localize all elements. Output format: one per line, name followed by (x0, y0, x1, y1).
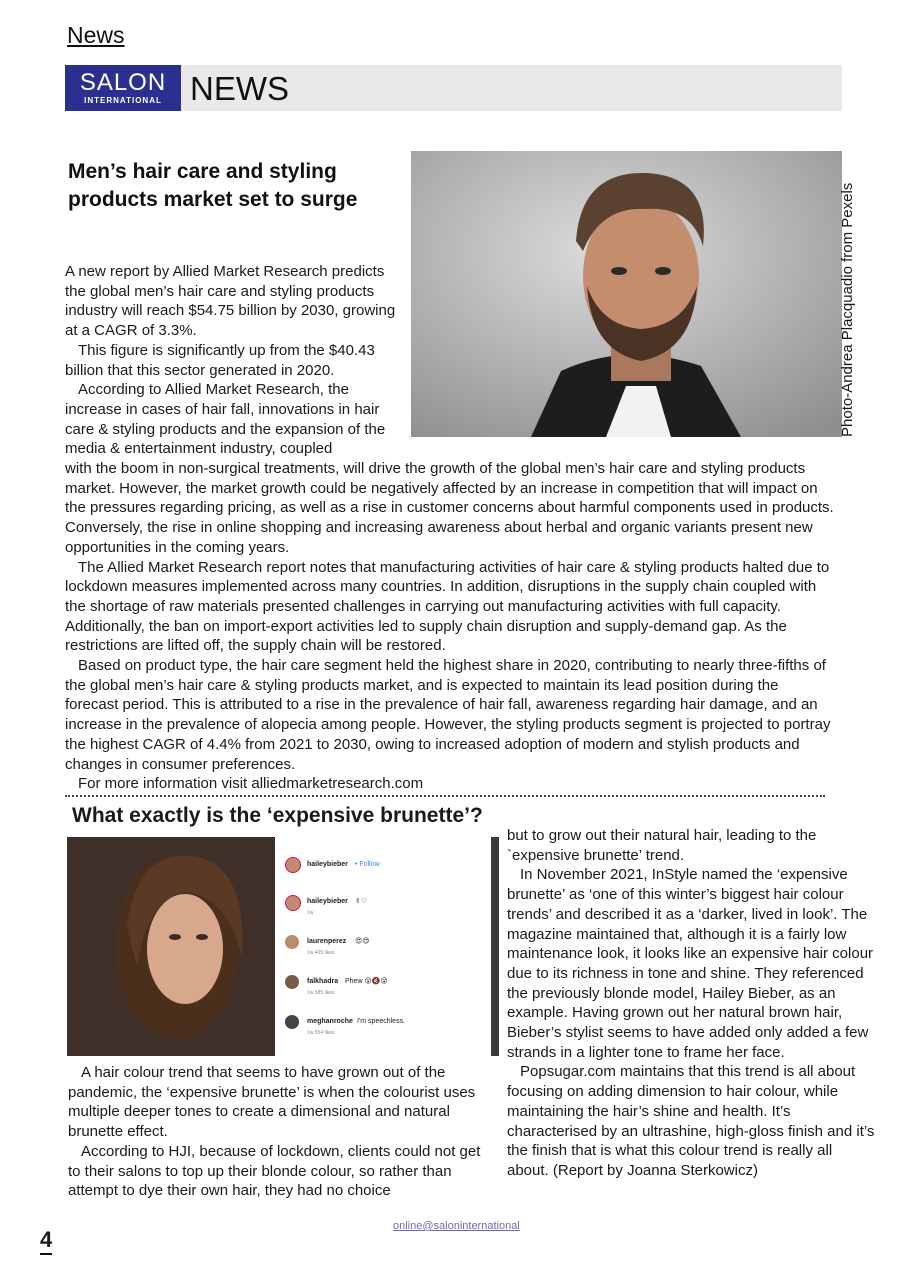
article1-paragraph: A new report by Allied Market Research predicts the global men’s hair care and styling products industry will reach $54.75 billion by 2030, growing at a CAGR of 3.3%. (65, 263, 396, 340)
article2-paragraph: A hair colour trend that seems to have grown out of the pandemic, the ‘expensive brunette’ is when the colourist uses multiple deeper tones to create a dimensional and natural brunette effect. (68, 1064, 476, 1141)
photo-credit: Photo-Andrea Placquadio from Pexels (839, 182, 856, 437)
comment-row (285, 857, 485, 895)
article1-title: Men’s hair care and styling products market set to surge (68, 160, 358, 211)
article2-paragraph: According to HJI, because of lockdown, clients could not get to their salons to top up their blonde colour, so rather than attempt to dye their own hair, they had no choice (68, 1142, 481, 1200)
comment-user: laurenperez (307, 938, 347, 945)
comment-meta: 1w (307, 910, 314, 916)
hailey-instagram-photo (67, 837, 499, 1056)
logo-subtitle: INTERNATIONAL (84, 96, 162, 105)
article2-paragraph: In November 2021, InStyle named the ‘expensive brunette’ as ‘one of this winter’s biggest hair colour trends’ and described it as a ‘darker, lived in look’. The magazine maintained that, although it is a fairly low maintenance look, it looks like an expensive hair colour due to its richness in tone and shine. They referenced the previously blonde model, Hailey Bieber, as an example. Having grown out her natural brown hair, Bieber’s stylist seems to have added only added a few strands in a lighter tone to frame her face. (507, 866, 874, 1061)
article1-paragraph: This figure is significantly up from the $40.43 billion that this sector generated in 2020. (65, 341, 375, 379)
comment-meta: 1w 585 likes (307, 990, 335, 996)
comment-user: haileybieber (307, 861, 348, 868)
article1-paragraph: According to Allied Market Research, the increase in cases of hair fall, innovations in hair care & styling products and the expansion of the media & entertainment industry, coupled (65, 381, 386, 458)
comment-text: I'm speechless. (357, 1018, 406, 1025)
avatar (285, 935, 299, 949)
article1-paragraph: with the boom in non-surgical treatments, will drive the growth of the global men’s hair care and styling products market. However, the market growth could be negatively affected by an increase in competition that will impact on the pressures regarding pricing, as well as a rise in customer concerns about harmful components used in products. Conversely, the rise in online shopping and increasing awareness about herbal and organic variants present new opportunities in the coming years. (65, 460, 834, 556)
page-number: 4 (40, 1227, 52, 1255)
comment-row (285, 935, 485, 975)
article1-more-info: For more information visit alliedmarketresearch.com (78, 775, 424, 793)
salon-international-logo (65, 65, 181, 111)
comment-user: haileybieber (307, 898, 348, 905)
comment-meta: 1w 405 likes (307, 950, 335, 956)
avatar (285, 895, 301, 911)
instagram-comments (285, 857, 485, 1045)
news-banner (65, 65, 842, 111)
comment-row (285, 1015, 485, 1045)
article2-right-column (507, 826, 877, 1181)
logo-wordmark: SALON (79, 69, 167, 96)
follow-link: • Follow (355, 861, 380, 868)
avatar (285, 1015, 299, 1029)
comment-row (285, 895, 485, 935)
article2-left-column (68, 1063, 488, 1201)
article2-paragraph: but to grow out their natural hair, leading to the `expensive brunette’ trend. (507, 827, 817, 864)
section-label: News (67, 22, 125, 48)
section-divider (65, 795, 825, 797)
article2-paragraph: Popsugar.com maintains that this trend is all about focusing on adding dimension to hair colour, while maintaining the hair’s shine and health. It’s characterised by an ultrashine, high-gloss finish and it’s the finish that is what this colour trend is really all about. (Report by Joanna Sterkowicz) (507, 1063, 875, 1179)
comment-text: 😍😍 (355, 938, 370, 945)
avatar (285, 857, 301, 873)
article1-body (65, 262, 835, 794)
footer-email-link[interactable]: online@saloninternational (393, 1220, 520, 1232)
comment-text: ✌♡ (355, 898, 368, 905)
comment-meta: 1w 554 likes (307, 1030, 335, 1036)
comment-row (285, 975, 485, 1015)
comment-text: Phew 😮🔇😮 (345, 978, 388, 985)
comment-user: meghanroche (307, 1018, 353, 1025)
banner-title: NEWS (190, 70, 289, 107)
article1-paragraph: The Allied Market Research report notes that manufacturing activities of hair care & styling products halted due to lockdown measures implemented across many countries. In addition, disruptions in the supply chain coupled with the shortage of raw materials presented challenges in carrying out manufacturing activities with full capacity. Additionally, the ban on import-export activities led to supply chain disruption and supply-demand gap. As the restrictions are lifted off, the supply chain will be restored. (65, 558, 830, 655)
article1-paragraph: Based on product type, the hair care segment held the highest share in 2020, contributing to nearly three-fifths of the global men’s hair care & styling products market, and is expected to maintain its lead position during the forecast period. This is attributed to a rise in the prevalence of hair fall, awareness regarding hair damage, and an increase in the prevalence of alopecia among people. However, the styling products segment is projected to portray the highest CAGR of 4.4% from 2021 to 2030, owing to increased adoption of modern and stylish products and changes in consumer preferences. (65, 657, 831, 773)
comment-user: falkhadra (307, 978, 339, 985)
article2-title: What exactly is the ‘expensive brunette’? (72, 804, 483, 827)
avatar (285, 975, 299, 989)
